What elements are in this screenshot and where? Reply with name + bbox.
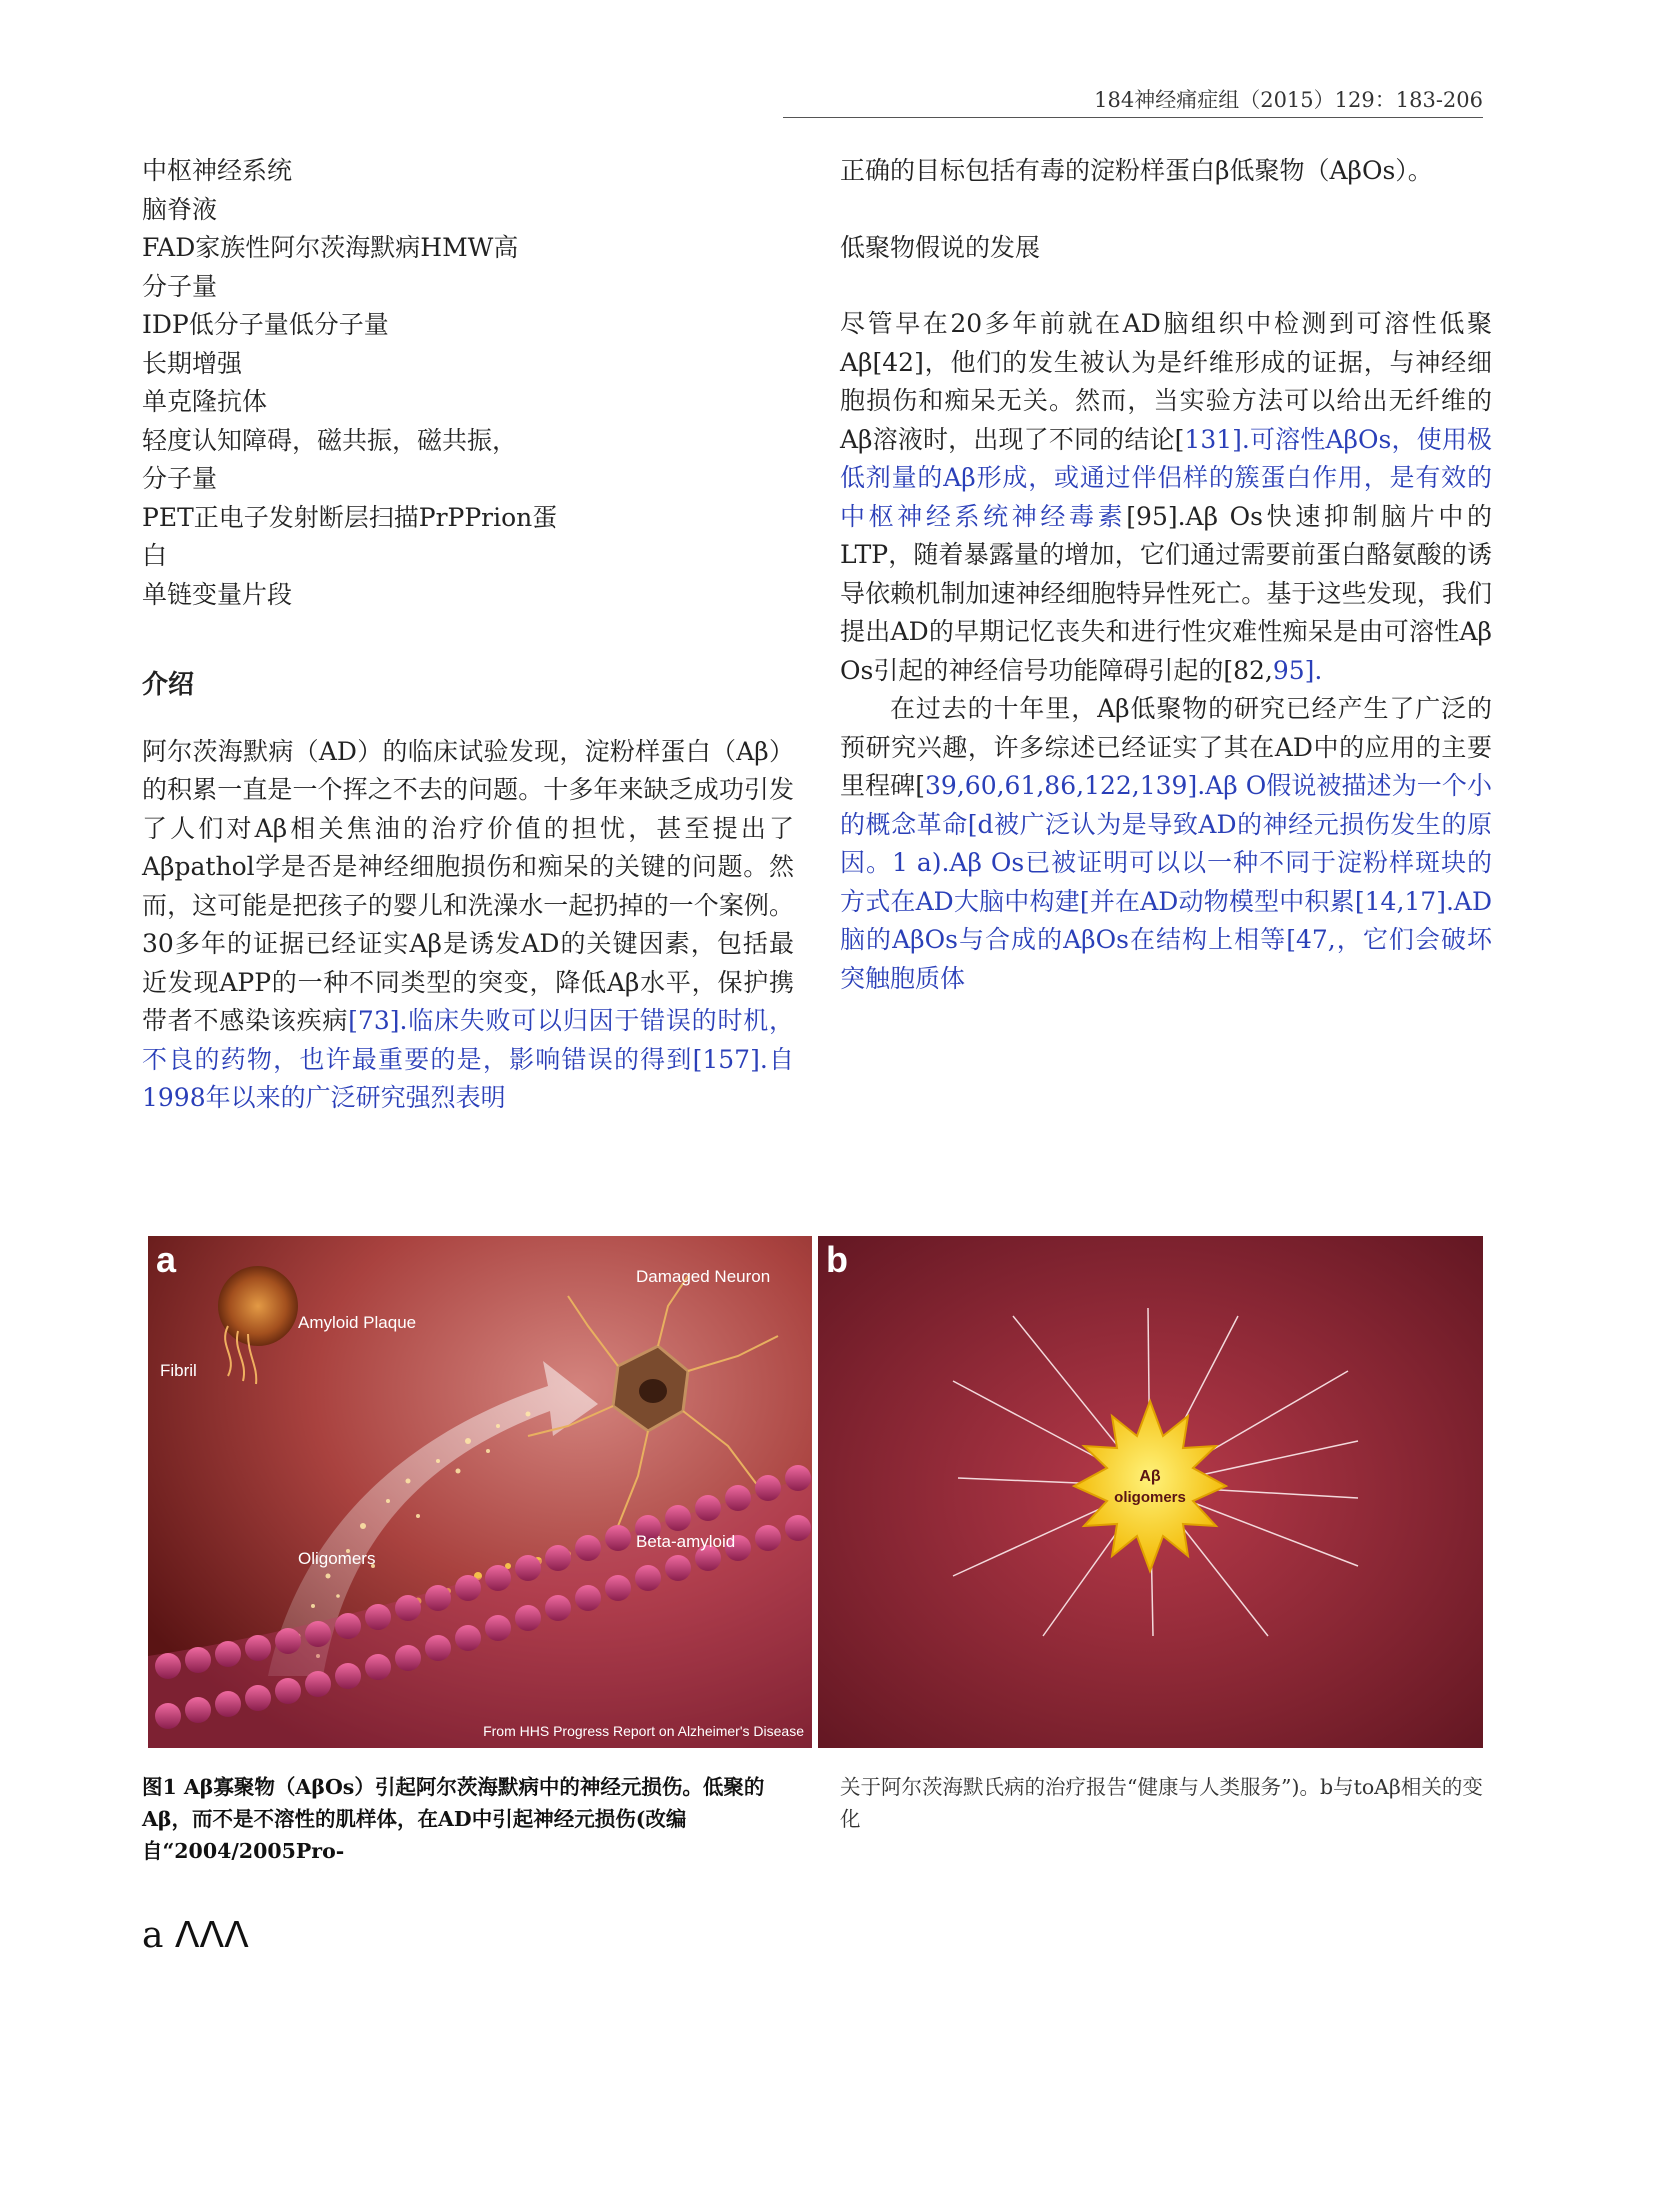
section-heading-oligomer-hypothesis: 低聚物假说的发展 — [840, 232, 1041, 262]
abbreviation-item: 分子量 — [142, 464, 218, 493]
oligomers-label: Oligomers — [298, 1549, 376, 1568]
abbreviation-list — [142, 152, 794, 614]
intro-heading: 介绍 — [142, 670, 195, 700]
para-text: 在过去的十年里，Aβ低聚物的研究已经产生了广泛的预研究兴趣，许多综述已经证实了其在AD中的应用的主要里程碑[ — [840, 694, 1492, 800]
footer-artifact-text: a ᐱᐱᐱ — [142, 1915, 249, 1956]
panel-a-letter: a — [156, 1239, 177, 1280]
left-column — [142, 152, 794, 1118]
abbreviation-item: 中枢神经系统 — [142, 156, 293, 185]
figure-panel-a — [148, 1236, 812, 1748]
damaged-neuron-label: Damaged Neuron — [636, 1267, 771, 1286]
abbreviation-item: FAD家族性阿尔茨海默病HMW高 — [142, 233, 519, 262]
para-text: [95].Aβ Os快速抑制脑片中的LTP，随着暴露量的增加，它们通过需要前蛋白酪氨酸的诱导依赖机制加速神经细胞特异性死亡。基于这些发现，我们提出AD的早期记忆丧失和进行性灾难性痴呆是由可溶性Aβ Os引起的神经信号功能障碍引起的[82, — [840, 501, 1492, 685]
abbreviation-item: 长期增强 — [142, 348, 243, 378]
reference-link-73[interactable]: [73].临床失败可以归因于错误的时机，不良的药物，也许最重要的是，影响错误的得到[157].自1998年以来的广泛研究强烈表明 — [142, 1006, 794, 1112]
intro-paragraph — [142, 733, 794, 1118]
reference-link-39[interactable]: 39,60,61,86,122,139].Aβ O假说被描述为一个小的概念革命[d被广泛认为是导致AD的神经元损伤发生的原因。1 a).Aβ Os已被证明可以以一种不同于淀粉样斑块的方式在AD大脑中构建[并在AD动物模型中积累[14,17].AD脑的AβOs与合成的AβOs在结构上相等[47,，它们会破坏突触胞质体 — [840, 771, 1492, 993]
abbreviation-item: 脑脊液 — [142, 194, 218, 224]
star-label-oligomers: oligomers — [1114, 1489, 1186, 1506]
abbreviation-item: 单克隆抗体 — [142, 387, 268, 416]
panel-b-diagram — [818, 1236, 1483, 1748]
figure-panel-b — [818, 1236, 1483, 1748]
amyloid-plaque-shape — [218, 1266, 298, 1346]
beta-amyloid-label: Beta-amyloid — [636, 1532, 736, 1551]
reference-link-131[interactable]: 131].可溶性AβOs，使用极低剂量的Aβ形成，或通过伴侣样的簇蛋白作用，是有效的中枢神经系统神经毒素 — [840, 424, 1492, 531]
abbreviation-item: IDP低分子量低分子量 — [142, 310, 389, 339]
reference-link-95[interactable]: 95]. — [1272, 655, 1323, 685]
figure-credit: From HHS Progress Report on Alzheimer's Disease — [483, 1723, 804, 1739]
star-label-abeta: Aβ — [1139, 1468, 1161, 1485]
intro-text: 阿尔茨海默病（AD）的临床试验发现，淀粉样蛋白（Aβ）的积累一直是一个挥之不去的问题。十多年来缺乏成功引发了人们对Aβ相关焦油的治疗价值的担忧，甚至提出了Aβpathol学是否是神经细胞损伤和痴呆的关键的问题。然而，这可能是把孩子的婴儿和洗澡水一起扔掉的一个案例。30多年的证据已经证实Aβ是诱发AD的关键因素，包括最近发现APP的一种不同类型的突变，降低Aβ水平，保护携带者不感染该疾病 — [142, 736, 794, 1035]
abbreviation-item: 单链变量片段 — [142, 579, 293, 609]
oligomer-paragraph-2 — [840, 690, 1492, 998]
figure-caption-right: 关于阿尔茨海默氏病的治疗报告“健康与人类服务”)。b与toAβ相关的变化 — [840, 1775, 1483, 1831]
abbreviation-item: PET正电子发射断层扫描PrPPrion蛋 — [142, 502, 558, 532]
journal-citation-header: 184神经痛症组（2015）129：183-206 — [783, 84, 1483, 118]
fibril-label: Fibril — [160, 1361, 197, 1380]
amyloid-plaque-label: Amyloid Plaque — [298, 1313, 417, 1332]
abbreviation-item: 分子量 — [142, 271, 218, 301]
figure-caption-left: 图1 Aβ寡聚物（AβOs）引起阿尔茨海默病中的神经元损伤。低聚的Aβ，而不是不溶性的肌样体，在AD中引起神经元损伤(改编自“2004/2005Pro- — [142, 1775, 765, 1863]
para-text: 尽管早在20多年前就在AD脑组织中检测到可溶性低聚Aβ[42]，他们的发生被认为是纤维形成的证据，与神经细胞损伤和痴呆无关。然而，当实验方法可以给出无纤维的Aβ溶液时，出现了不同的结论[ — [840, 309, 1492, 454]
abbreviation-item: 白 — [142, 541, 168, 570]
abbreviation-item: 轻度认知障碍，磁共振，磁共振， — [142, 425, 518, 455]
continued-paragraph: 正确的目标包括有毒的淀粉样蛋白β低聚物（AβOs）。 — [840, 156, 1433, 185]
panel-a-illustration — [148, 1236, 812, 1748]
oligomer-paragraph-1 — [840, 305, 1492, 690]
panel-b-letter: b — [826, 1239, 848, 1280]
right-column — [840, 152, 1492, 998]
